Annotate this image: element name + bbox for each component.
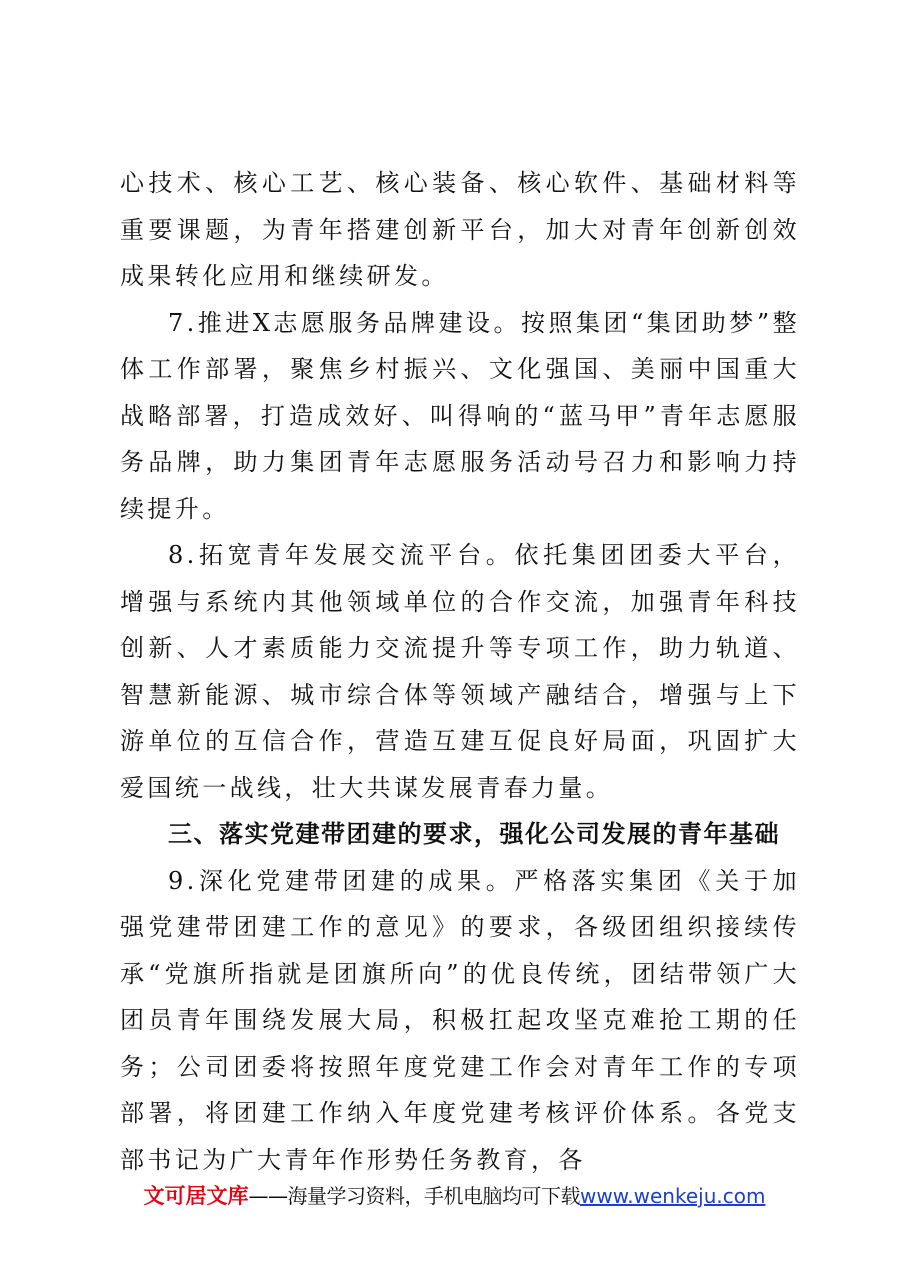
- footer-brand: 文可居文库: [143, 1184, 249, 1208]
- footer-url-link[interactable]: www.wenkeju.com: [580, 1184, 766, 1208]
- document-body: [120, 160, 800, 1183]
- paragraph-item-8: 8.拓宽青年发展交流平台。依托集团团委大平台，增强与系统内其他领域单位的合作交流，加强青年科技创新、人才素质能力交流提升等专项工作，助力轨道、智慧新能源、城市综合体等领域产融结合，增强与上下游单位的互信合作，营造互建互促良好局面，巩固扩大爱国统一战线，壮大共谋发展青春力量。: [120, 541, 800, 802]
- section-heading-3: 三、落实党建带团建的要求，强化公司发展的青年基础: [168, 820, 780, 848]
- paragraph-item-9: 9.深化党建带团建的成果。严格落实集团《关于加强党建带团建工作的意见》的要求，各级团组织接续传承“党旗所指就是团旗所向”的优良传统，团结带领广大团员青年围绕发展大局，积极扛起攻坚克难抢工期的任务；公司团委将按照年度党建工作会对青年工作的专项部署，将团建工作纳入年度党建考核评价体系。各党支部书记为广大青年作形势任务教育，各: [120, 866, 800, 1174]
- footer-tagline: ——海量学习资料，手机电脑均可下载: [248, 1184, 581, 1208]
- paragraph-continuation: 心技术、核心工艺、核心装备、核心软件、基础材料等重要课题，为青年搭建创新平台，加大对青年创新创效成果转化应用和继续研发。: [120, 169, 800, 290]
- paragraph-item-7: 7.推进X志愿服务品牌建设。按照集团“集团助梦”整体工作部署，聚焦乡村振兴、文化强国、美丽中国重大战略部署，打造成效好、叫得响的“蓝马甲”青年志愿服务品牌，助力集团青年志愿服务活动号召力和影响力持续提升。: [120, 308, 800, 523]
- footer-banner: [0, 1180, 909, 1210]
